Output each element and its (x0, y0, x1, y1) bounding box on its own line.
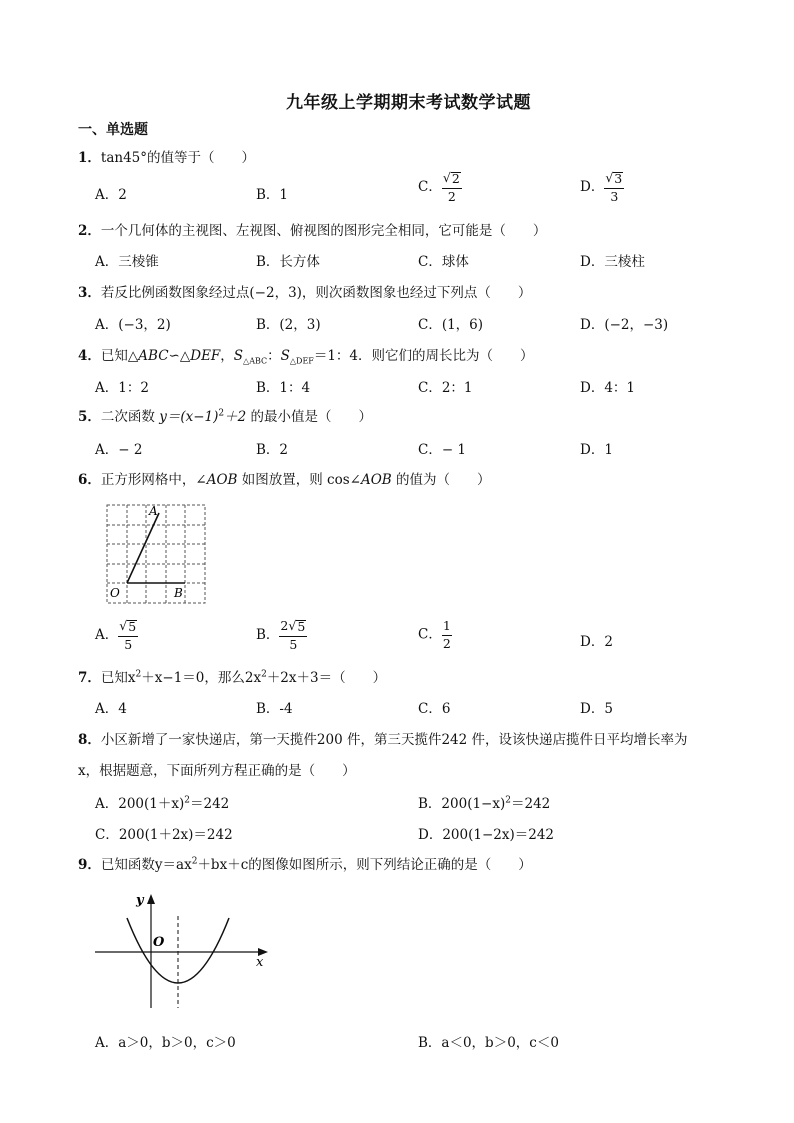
question-text: 一个几何体的主视图、左视图、俯视图的图形完全相同，它可能是（ ） (100, 223, 547, 239)
question-number: 7． (78, 670, 101, 686)
question-3 (78, 281, 531, 301)
option-b: B．长方体 (256, 254, 320, 270)
option-c: C．球体 (418, 254, 469, 270)
angle-symbol: ∠AOB (195, 472, 238, 488)
text: 的最小值是（ ） (246, 409, 373, 425)
page-title: 九年级上学期期末考试数学试题 (286, 93, 531, 113)
question-number: 5． (78, 409, 101, 425)
option-a: A．4 (95, 701, 127, 717)
option-c: C．(1，6) (418, 317, 484, 333)
label-y: y (136, 893, 144, 908)
option-d: D．2 (580, 634, 613, 650)
expression: y＝(x−1) (159, 409, 219, 425)
option-a: A．三棱锥 (95, 254, 159, 270)
option-d: D．(−2，−3) (580, 317, 669, 333)
option-b (256, 620, 307, 651)
option-a: A．− 2 (95, 442, 143, 458)
option-label: B． (256, 627, 280, 643)
text: 已知函数y＝ax (100, 857, 192, 873)
option-c (418, 620, 452, 650)
area-symbol: S (233, 348, 244, 364)
option-c: C．− 1 (418, 442, 467, 458)
fraction: √ 2 2 (442, 170, 460, 204)
option-d: D．三棱柱 (580, 254, 645, 270)
option-label: C． (418, 179, 442, 195)
option-b: B．2 (256, 442, 289, 458)
question-2 (78, 219, 546, 239)
option-b: B．1 (256, 187, 289, 203)
text: ： (267, 348, 281, 364)
label-x: x (256, 955, 264, 970)
text: 已知x (100, 670, 136, 686)
fraction: 2√ 5 5 (280, 618, 306, 652)
grid-angle-figure (100, 498, 215, 610)
option-a: A．1：2 (95, 380, 149, 396)
option-a: A．$200(1+x)^2=242$ (95, 795, 230, 812)
fraction: √ 3 3 (605, 170, 623, 204)
option-d (580, 172, 624, 203)
option-c (418, 172, 462, 203)
option-a (95, 620, 138, 651)
question-8 (78, 728, 688, 748)
exponent: 2 (191, 856, 198, 867)
exponent: 2 (218, 408, 225, 419)
question-9 (78, 853, 532, 873)
text: ＋bx＋c的图像如图所示，则下列结论正确的是（ ） (197, 857, 532, 873)
question-8-line2: x，根据题意，下面所列方程正确的是（ ） (78, 763, 356, 779)
text: ＝1：4．则它们的周长比为（ ） (313, 348, 534, 364)
text: 二次函数 (100, 409, 160, 425)
triangle-abc: ABC (138, 348, 169, 364)
question-number: 2． (78, 223, 101, 239)
option-b: B．1：4 (256, 380, 311, 396)
question-number: 3． (78, 285, 101, 301)
question-text: 小区新增了一家快递店，第一天揽件200 件，第三天揽件242 件，设该快递店揽件日平均增长率为 (100, 732, 688, 748)
option-d: D．5 (580, 701, 613, 717)
question-number: 6． (78, 472, 101, 488)
option-label: A． (95, 627, 119, 643)
exponent: 2 (135, 669, 142, 680)
triangle-def: DEF (190, 348, 221, 364)
text: 正方形网格中， (100, 472, 196, 488)
parabola-figure (90, 888, 275, 1013)
option-label: D． (580, 179, 605, 195)
label-o: O (153, 935, 165, 950)
option-c: C．6 (418, 701, 451, 717)
option-label: C． (418, 626, 442, 643)
option-b: B．-4 (256, 701, 293, 717)
question-7 (78, 666, 386, 686)
question-number: 1． (78, 150, 101, 166)
angle-symbol: ∠AOB (349, 472, 392, 488)
text: 已知△ (100, 348, 139, 364)
exponent: 2 (261, 669, 267, 680)
question-number: 4． (78, 348, 101, 364)
question-5 (78, 405, 372, 425)
option-b: B．a＜0，b＞0，c＜0 (418, 1035, 559, 1051)
option-b: B．(2，3) (256, 317, 321, 333)
text: 如图放置，则 cos (237, 472, 350, 488)
option-d: D．200(1−2x)＝242 (418, 827, 554, 843)
text: 的值为（ ） (391, 472, 491, 488)
option-a: A．(−3，2) (95, 317, 171, 333)
label-a: A (149, 504, 158, 518)
option-b: B．$200(1-x)^2=242$ (418, 795, 551, 812)
question-text: 若反比例函数图象经过点(−2，3)，则次函数图象也经过下列点（ ） (100, 285, 532, 301)
question-4: 4．已知△ABC∽△DEF，$S_{\triangle ABC}$：$S_{\triangle DEF}=1$：4．则它们的周长比为（ ） (78, 348, 534, 366)
question-number: 9． (78, 857, 101, 873)
segment-oa (127, 513, 159, 583)
question-6 (78, 468, 491, 488)
option-a: A．2 (95, 187, 127, 203)
y-axis-arrow-icon (147, 894, 155, 904)
option-c: C．2：1 (418, 380, 473, 396)
label-b: B (174, 586, 183, 600)
option-c: C．200(1＋2x)＝242 (95, 827, 233, 843)
option-a: A．a＞0，b＞0，c＞0 (95, 1035, 236, 1051)
text: ， (220, 348, 234, 364)
fraction: $\frac{1}{2}$ (442, 618, 451, 651)
option-d: D．4：1 (580, 380, 636, 396)
expression: ＋2 (224, 409, 247, 425)
subscript: △DEF (289, 356, 314, 366)
text: ＋2x＋3＝（ ） (266, 670, 387, 686)
section-heading: 一、单选题 (78, 122, 148, 138)
similar-symbol: ∽△ (168, 348, 191, 364)
fraction: √ 5 5 (119, 618, 137, 652)
text: ＋x−1＝0，那么2x (141, 670, 262, 686)
question-number: 8． (78, 732, 101, 748)
question-text: tan45°的值等于（ ） (100, 150, 256, 166)
label-o: O (110, 586, 120, 600)
question-1 (78, 146, 255, 166)
subscript: △ABC (243, 356, 268, 366)
option-d: D．1 (580, 442, 613, 458)
